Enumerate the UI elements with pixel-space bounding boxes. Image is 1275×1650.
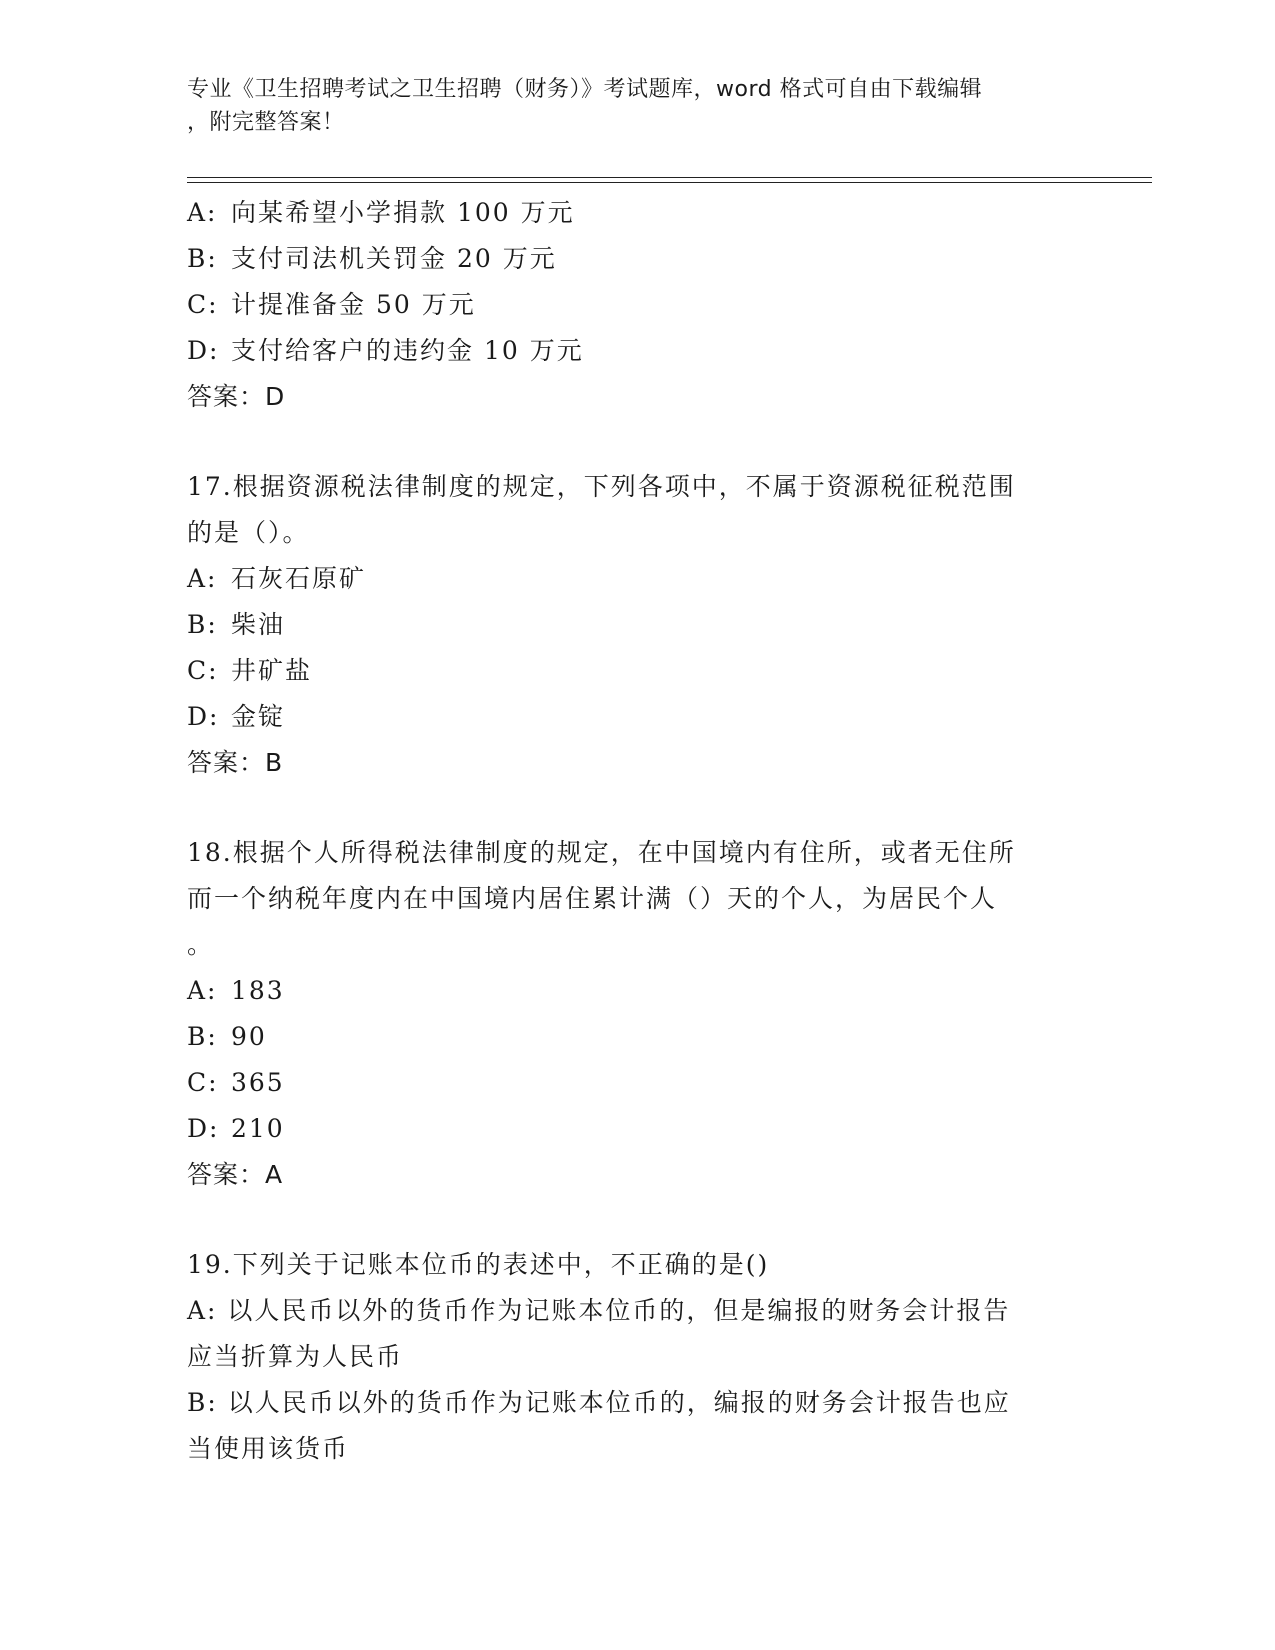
question-17 [187,464,1087,786]
option-letter: C: [187,290,219,319]
q16-option-b [187,236,1087,282]
q19-option-a-line-1: A: 以人民币以外的货币作为记账本位币的，但是编报的财务会计报告 [187,1296,1011,1325]
q17-option-a [187,556,1087,602]
header-line-1: 专业《卫生招聘考试之卫生招聘（财务）》考试题库，word 格式可自由下载编辑 [187,77,983,102]
q19-option-b-line-1: B: 以人民币以外的货币作为记账本位币的，编报的财务会计报告也应 [187,1388,1011,1417]
option-letter: C: [187,656,219,685]
option-letter: D: [187,702,220,731]
q19-stem-line-1: 19.下列关于记账本位币的表述中，不正确的是() [187,1250,770,1279]
q18-answer: 答案：A [187,1160,284,1189]
q19-option-b-line-2: 当使用该货币 [187,1434,350,1463]
q18-stem-line-2: 而一个纳税年度内在中国境内居住累计满（）天的个人，为居民个人 [187,884,998,913]
question-19 [187,1242,1087,1472]
option-letter: D: [187,1114,220,1143]
option-letter: B: [187,610,218,639]
option-letter: D: [187,336,220,365]
option-letter: A: [187,564,218,593]
option-text: 183 [231,976,285,1005]
q17-answer: 答案：B [187,748,284,777]
q19-option-a-line-2: 应当折算为人民币 [187,1342,404,1371]
header-divider-bottom [187,182,1152,183]
option-text: 210 [231,1114,285,1143]
option-text: 向某希望小学捐款 100 万元 [231,198,575,227]
option-letter: A: [187,976,218,1005]
option-letter: B: [187,244,218,273]
question-list [187,190,1087,1472]
option-letter: A: [187,198,218,227]
q17-option-d [187,694,1087,740]
option-text: 90 [231,1022,267,1051]
q17-option-c [187,648,1087,694]
spacer [187,420,1087,464]
q18-stem-line-1: 18.根据个人所得税法律制度的规定，在中国境内有住所，或者无住所 [187,838,1016,867]
option-text: 支付司法机关罚金 20 万元 [231,244,557,273]
spacer [187,1198,1087,1242]
page-header [187,73,1067,139]
option-text: 石灰石原矿 [231,564,367,593]
q17-stem-line-1: 17.根据资源税法律制度的规定，下列各项中，不属于资源税征税范围 [187,472,1016,501]
question-16 [187,190,1087,420]
q17-option-b [187,602,1087,648]
q18-option-b [187,1014,1087,1060]
q18-stem-line-3: 。 [187,930,215,959]
question-18 [187,830,1087,1198]
q18-option-d [187,1106,1087,1152]
q18-option-a [187,968,1087,1014]
q17-stem-line-2: 的是（）。 [187,518,310,547]
option-text: 365 [231,1068,285,1097]
header-divider-top [187,177,1152,178]
option-text: 支付给客户的违约金 10 万元 [231,336,584,365]
spacer [187,786,1087,830]
q16-option-c [187,282,1087,328]
option-letter: C: [187,1068,219,1097]
q16-option-a [187,190,1087,236]
option-text: 金锭 [231,702,286,731]
option-letter: B: [187,1022,218,1051]
q16-option-d [187,328,1087,374]
header-line-2: ，附完整答案！ [187,110,345,135]
option-text: 柴油 [231,610,286,639]
option-text: 井矿盐 [231,656,313,685]
q16-answer: 答案：D [187,382,286,411]
q18-option-c [187,1060,1087,1106]
option-text: 计提准备金 50 万元 [231,290,476,319]
